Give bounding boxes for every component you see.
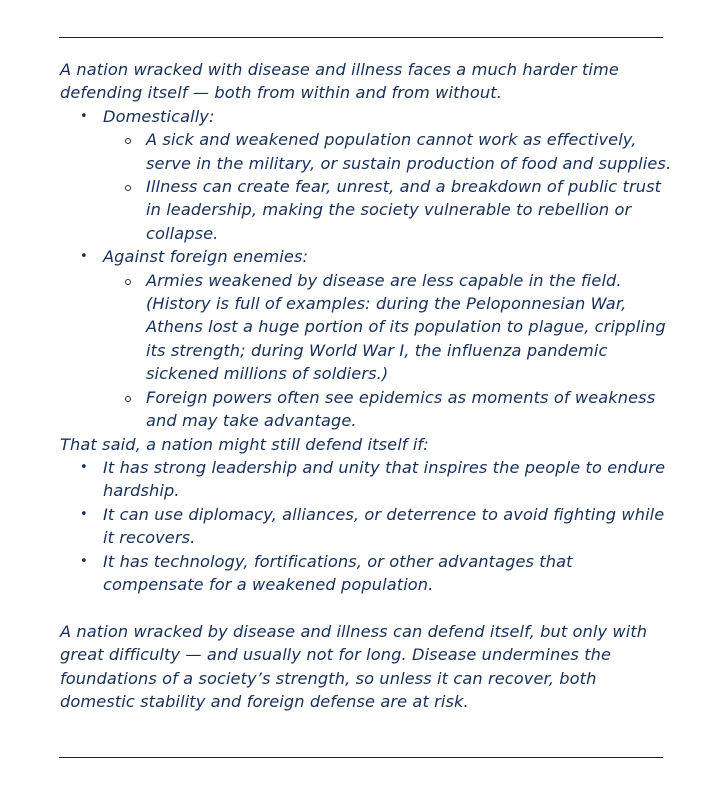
list-item: A sick and weakened population cannot work as effectively, serve in the military, or sustain production of food and supplies. xyxy=(103,128,672,175)
list-item: • It can use diplomacy, alliances, or deterrence to avoid fighting while it recovers. xyxy=(60,503,672,550)
bottom-divider xyxy=(59,757,663,758)
factor-list xyxy=(60,105,672,433)
section-label: Domestically: xyxy=(103,106,215,126)
list-item: • It has strong leadership and unity that inspires the people to endure hardship. xyxy=(60,456,672,503)
top-divider xyxy=(59,37,663,38)
list-item: Foreign powers often see epidemics as moments of weakness and may take advantage. xyxy=(103,386,672,433)
list-item: • It has technology, fortifications, or other advantages that compensate for a weakened population. xyxy=(60,550,672,597)
paragraph-gap xyxy=(60,596,672,619)
conclusion-paragraph: A nation wracked by disease and illness can defend itself, but only with great difficulty — and usually not for long. Disease undermines the foundations of a society’s strength, so unless it can recover, both domestic stability and foreign defense are at risk. xyxy=(60,621,648,711)
list-item: Armies weakened by disease are less capable in the field. (History is full of examples: during the Peloponnesian War, Athens lost a huge portion of its population to plague, crippling its strength; during World War I, the influenza pandemic sickened millions of soldiers.) xyxy=(103,269,672,386)
intro-paragraph: A nation wracked with disease and illness faces a much harder time defending itself — both from within and from without. xyxy=(60,60,619,103)
section-foreign xyxy=(60,245,672,432)
section-domestic xyxy=(60,105,672,245)
caveat-paragraph: That said, a nation might still defend itself if: xyxy=(60,434,429,454)
conditions-list xyxy=(60,456,672,596)
domestic-sublist xyxy=(103,128,672,245)
list-item: Illness can create fear, unrest, and a breakdown of public trust in leadership, making the society vulnerable to rebellion or collapse. xyxy=(103,175,672,245)
foreign-sublist xyxy=(103,269,672,433)
response-body xyxy=(60,58,672,713)
section-label: Against foreign enemies: xyxy=(103,247,309,267)
